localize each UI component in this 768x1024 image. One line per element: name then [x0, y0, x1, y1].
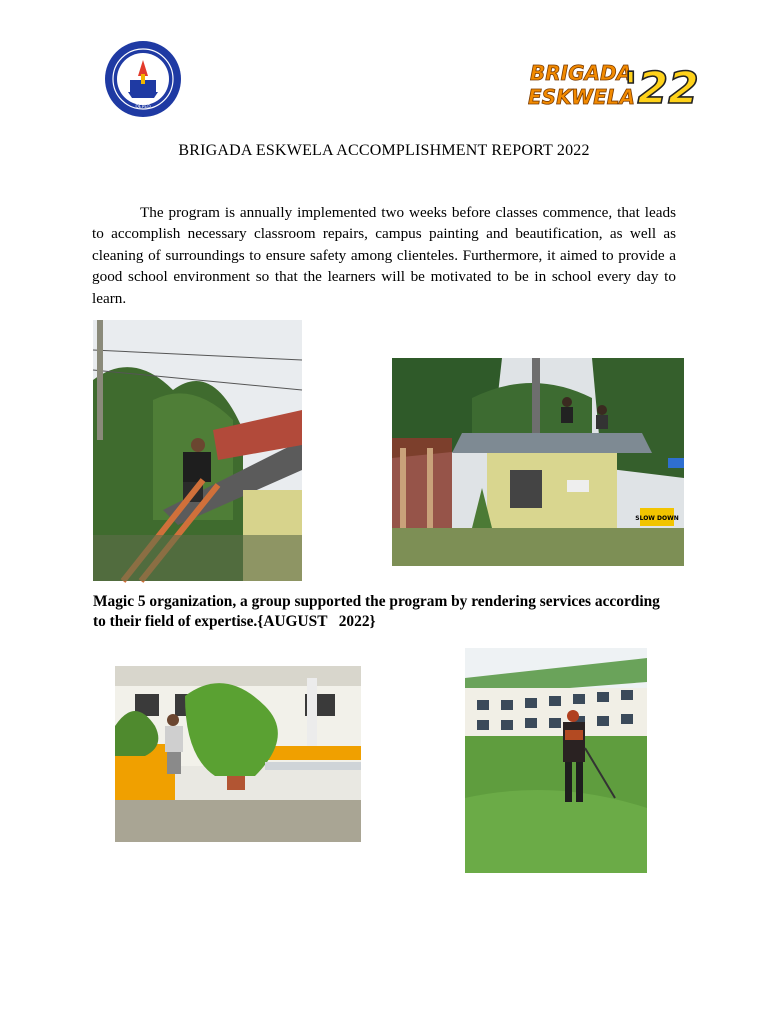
photo-garden-planting [115, 666, 361, 842]
report-title: BRIGADA ESKWELA ACCOMPLISHMENT REPORT 2022 [178, 142, 590, 159]
svg-text:DEPED: DEPED [135, 105, 151, 110]
photo-grass-cutting [465, 648, 647, 873]
slow-down-sign: SLOW DOWN [635, 515, 679, 522]
program-description: The program is annually implemented two weeks before classes commence, that leads to accomplish necessary classroom repairs, campus painting and beautification, as well as cleaning of surroundings to ensure safety among clienteles. Furthermore, it aimed to provide a good school environment so that the learners will be motivated to be in school every day to learn. [92, 204, 676, 307]
svg-text:BRIGADA: BRIGADA [530, 61, 633, 85]
svg-text:'22: '22 [624, 63, 699, 114]
photo-caption: Magic 5 organization, a group supported the program by rendering services according to their field of expertise.{AUGUST 2022} [93, 593, 664, 630]
deped-seal-logo [104, 40, 182, 118]
photo-roof-repair-ladder [93, 320, 302, 581]
brigada-eskwela-logo [526, 56, 699, 114]
photo-roof-repair-building [392, 358, 684, 566]
svg-text:ESKWELA: ESKWELA [528, 85, 635, 109]
